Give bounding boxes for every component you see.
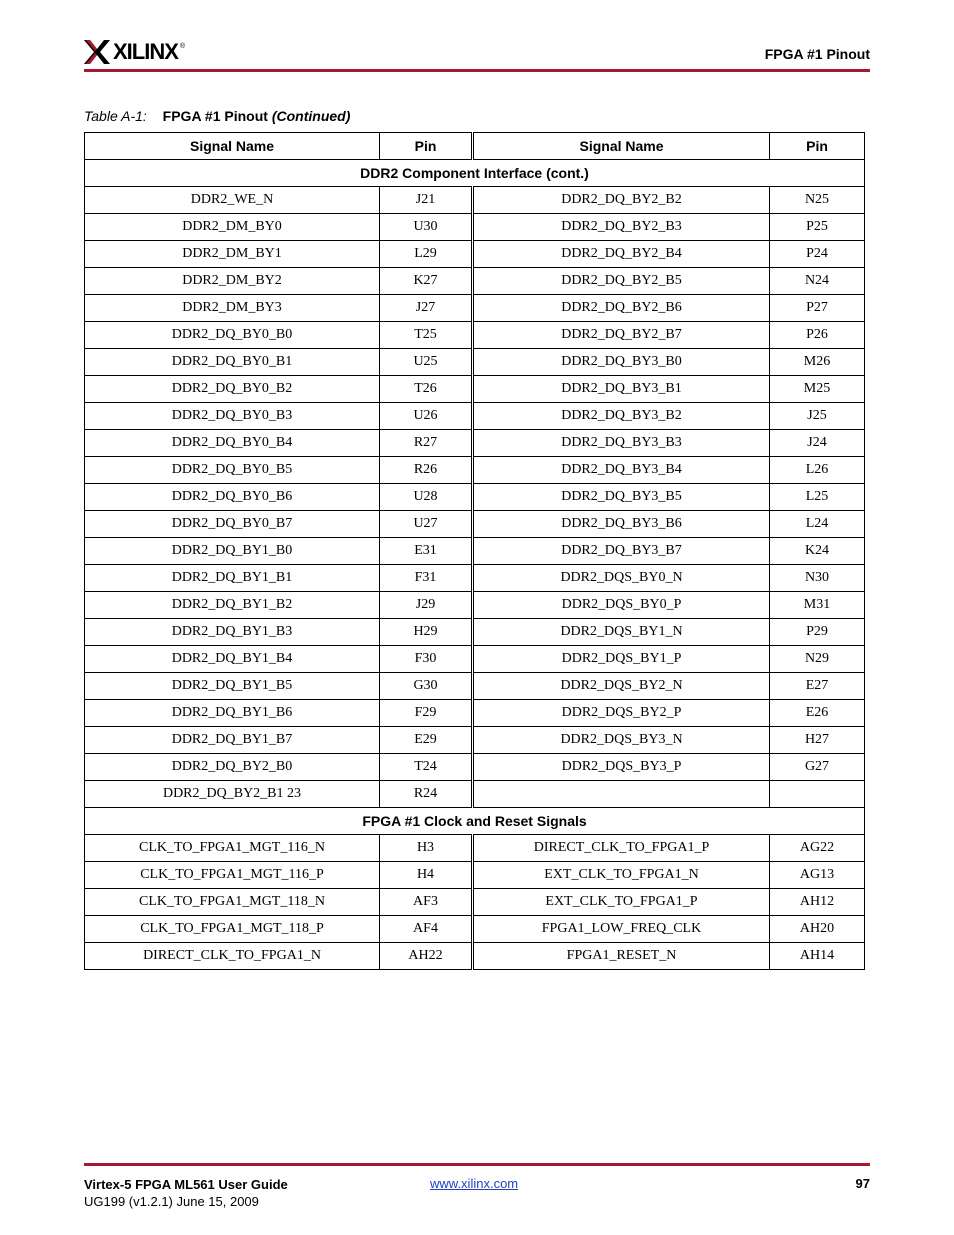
- pin-cell: F30: [380, 646, 473, 673]
- signal-name-cell: FPGA1_RESET_N: [473, 943, 770, 970]
- table-row: [85, 511, 865, 538]
- signal-name-cell: DDR2_DQS_BY3_P: [473, 754, 770, 781]
- pin-cell: L26: [770, 457, 865, 484]
- signal-name-cell: DDR2_DQ_BY1_B5: [85, 673, 380, 700]
- pin-cell: H27: [770, 727, 865, 754]
- signal-name-cell: DDR2_DQ_BY2_B0: [85, 754, 380, 781]
- page-number: 97: [855, 1176, 870, 1191]
- signal-name-cell: DDR2_DQ_BY3_B4: [473, 457, 770, 484]
- pin-cell: H3: [380, 835, 473, 862]
- pin-cell: AG13: [770, 862, 865, 889]
- signal-name-cell: DDR2_DQ_BY1_B1: [85, 565, 380, 592]
- signal-name-cell: DDR2_DQS_BY2_P: [473, 700, 770, 727]
- pin-cell: P26: [770, 322, 865, 349]
- signal-name-cell: DDR2_DM_BY2: [85, 268, 380, 295]
- header-signal-name-2: Signal Name: [473, 133, 770, 160]
- table-row: [85, 376, 865, 403]
- doc-id: UG199 (v1.2.1) June 15, 2009: [84, 1194, 259, 1209]
- pin-cell: F29: [380, 700, 473, 727]
- table-row: [85, 916, 865, 943]
- pin-cell: AF3: [380, 889, 473, 916]
- caption-title: FPGA #1 Pinout: [162, 108, 268, 124]
- pin-cell: H29: [380, 619, 473, 646]
- pin-cell: U27: [380, 511, 473, 538]
- pin-cell: R27: [380, 430, 473, 457]
- signal-name-cell: DDR2_DQS_BY2_N: [473, 673, 770, 700]
- pin-cell: P27: [770, 295, 865, 322]
- signal-name-cell: DDR2_DQ_BY0_B0: [85, 322, 380, 349]
- signal-name-cell: DDR2_DQ_BY3_B6: [473, 511, 770, 538]
- signal-name-cell: DDR2_DQS_BY0_P: [473, 592, 770, 619]
- table-row: [85, 943, 865, 970]
- xilinx-x-icon: [84, 40, 110, 64]
- header-pin-1: Pin: [380, 133, 473, 160]
- signal-name-cell: DDR2_DQS_BY3_N: [473, 727, 770, 754]
- table-row: [85, 835, 865, 862]
- signal-name-cell: DDR2_DQS_BY1_P: [473, 646, 770, 673]
- table-row: [85, 484, 865, 511]
- table-row: [85, 673, 865, 700]
- pin-cell: L24: [770, 511, 865, 538]
- section-row-clock-reset: [85, 808, 865, 835]
- pin-cell: E27: [770, 673, 865, 700]
- table-row: [85, 592, 865, 619]
- logo-wordmark: XILINX: [113, 39, 178, 64]
- pin-cell: M25: [770, 376, 865, 403]
- signal-name-cell: DDR2_DQ_BY2_B6: [473, 295, 770, 322]
- signal-name-cell: CLK_TO_FPGA1_MGT_118_P: [85, 916, 380, 943]
- signal-name-cell: CLK_TO_FPGA1_MGT_116_N: [85, 835, 380, 862]
- pin-cell: T26: [380, 376, 473, 403]
- signal-name-cell: DDR2_DQ_BY2_B3: [473, 214, 770, 241]
- signal-name-cell: EXT_CLK_TO_FPGA1_N: [473, 862, 770, 889]
- signal-name-cell: DDR2_DQ_BY1_B3: [85, 619, 380, 646]
- signal-name-cell: DDR2_DQ_BY3_B2: [473, 403, 770, 430]
- section-label-clock-reset: FPGA #1 Clock and Reset Signals: [85, 808, 865, 835]
- pin-cell: N30: [770, 565, 865, 592]
- table-row: [85, 565, 865, 592]
- signal-name-cell: DDR2_DQ_BY3_B7: [473, 538, 770, 565]
- signal-name-cell: [473, 781, 770, 808]
- pin-cell: U30: [380, 214, 473, 241]
- pin-cell: T24: [380, 754, 473, 781]
- signal-name-cell: FPGA1_LOW_FREQ_CLK: [473, 916, 770, 943]
- signal-name-cell: DDR2_DQ_BY1_B0: [85, 538, 380, 565]
- pin-cell: P25: [770, 214, 865, 241]
- pin-cell: P24: [770, 241, 865, 268]
- pin-cell: K24: [770, 538, 865, 565]
- table-header-row: [85, 133, 865, 160]
- table-row: [85, 700, 865, 727]
- pin-cell: J29: [380, 592, 473, 619]
- guide-title: Virtex-5 FPGA ML561 User Guide: [84, 1177, 288, 1192]
- pin-cell: M26: [770, 349, 865, 376]
- pin-cell: AG22: [770, 835, 865, 862]
- signal-name-cell: EXT_CLK_TO_FPGA1_P: [473, 889, 770, 916]
- pin-cell: AH22: [380, 943, 473, 970]
- table-row: [85, 646, 865, 673]
- pin-cell: G27: [770, 754, 865, 781]
- pin-cell: N25: [770, 187, 865, 214]
- section-title: FPGA #1 Pinout: [764, 46, 870, 62]
- pin-cell: U26: [380, 403, 473, 430]
- pinout-table: [84, 132, 865, 970]
- pin-cell: N24: [770, 268, 865, 295]
- footer-left: [84, 1176, 288, 1210]
- signal-name-cell: DDR2_DQ_BY0_B6: [85, 484, 380, 511]
- table-row: [85, 322, 865, 349]
- signal-name-cell: DDR2_DQ_BY3_B1: [473, 376, 770, 403]
- signal-name-cell: DDR2_DQ_BY3_B3: [473, 430, 770, 457]
- signal-name-cell: DDR2_WE_N: [85, 187, 380, 214]
- pin-cell: R26: [380, 457, 473, 484]
- pin-cell: L29: [380, 241, 473, 268]
- table-row: [85, 241, 865, 268]
- pin-cell: G30: [380, 673, 473, 700]
- footer-rule: [84, 1163, 870, 1166]
- pin-cell: E31: [380, 538, 473, 565]
- page-header: [84, 38, 870, 72]
- pin-cell: H4: [380, 862, 473, 889]
- pin-cell: L25: [770, 484, 865, 511]
- signal-name-cell: DDR2_DQ_BY2_B1 23: [85, 781, 380, 808]
- caption-continued: (Continued): [271, 108, 351, 124]
- signal-name-cell: DDR2_DQ_BY2_B2: [473, 187, 770, 214]
- table-row: [85, 862, 865, 889]
- signal-name-cell: DDR2_DQ_BY1_B7: [85, 727, 380, 754]
- table-row: [85, 457, 865, 484]
- signal-name-cell: DDR2_DQ_BY2_B7: [473, 322, 770, 349]
- signal-name-cell: DDR2_DQS_BY1_N: [473, 619, 770, 646]
- signal-name-cell: DDR2_DQ_BY0_B2: [85, 376, 380, 403]
- pin-cell: N29: [770, 646, 865, 673]
- table-row: [85, 754, 865, 781]
- table-row: [85, 619, 865, 646]
- signal-name-cell: DDR2_DQ_BY1_B6: [85, 700, 380, 727]
- xilinx-logo: [84, 40, 185, 64]
- pin-cell: J21: [380, 187, 473, 214]
- pin-cell: AF4: [380, 916, 473, 943]
- table-row: [85, 727, 865, 754]
- table-row: [85, 268, 865, 295]
- signal-name-cell: DDR2_DQ_BY3_B5: [473, 484, 770, 511]
- signal-name-cell: DIRECT_CLK_TO_FPGA1_N: [85, 943, 380, 970]
- pin-cell: J25: [770, 403, 865, 430]
- table-row: [85, 538, 865, 565]
- pin-cell: K27: [380, 268, 473, 295]
- pin-cell: F31: [380, 565, 473, 592]
- signal-name-cell: DDR2_DM_BY3: [85, 295, 380, 322]
- table-row: [85, 214, 865, 241]
- pin-cell: AH14: [770, 943, 865, 970]
- table-body: [85, 160, 865, 970]
- pin-cell: E29: [380, 727, 473, 754]
- signal-name-cell: CLK_TO_FPGA1_MGT_118_N: [85, 889, 380, 916]
- pin-cell: [770, 781, 865, 808]
- signal-name-cell: DDR2_DQ_BY2_B4: [473, 241, 770, 268]
- table-row: [85, 403, 865, 430]
- signal-name-cell: DDR2_DQ_BY1_B2: [85, 592, 380, 619]
- table-row: [85, 295, 865, 322]
- table-row: [85, 781, 865, 808]
- pin-cell: J24: [770, 430, 865, 457]
- table-row: [85, 187, 865, 214]
- section-label-ddr2: DDR2 Component Interface (cont.): [85, 160, 865, 187]
- header-rule: [84, 69, 870, 72]
- signal-name-cell: DIRECT_CLK_TO_FPGA1_P: [473, 835, 770, 862]
- table-row: [85, 889, 865, 916]
- signal-name-cell: DDR2_DQS_BY0_N: [473, 565, 770, 592]
- table-caption: [84, 108, 350, 124]
- pin-cell: U25: [380, 349, 473, 376]
- signal-name-cell: DDR2_DQ_BY0_B4: [85, 430, 380, 457]
- header-signal-name-1: Signal Name: [85, 133, 380, 160]
- signal-name-cell: DDR2_DM_BY1: [85, 241, 380, 268]
- pin-cell: AH12: [770, 889, 865, 916]
- pin-cell: P29: [770, 619, 865, 646]
- signal-name-cell: DDR2_DQ_BY2_B5: [473, 268, 770, 295]
- signal-name-cell: DDR2_DQ_BY0_B3: [85, 403, 380, 430]
- pin-cell: T25: [380, 322, 473, 349]
- section-row-ddr2: [85, 160, 865, 187]
- signal-name-cell: DDR2_DQ_BY0_B5: [85, 457, 380, 484]
- pin-cell: U28: [380, 484, 473, 511]
- pin-cell: R24: [380, 781, 473, 808]
- header-pin-2: Pin: [770, 133, 865, 160]
- signal-name-cell: DDR2_DQ_BY0_B7: [85, 511, 380, 538]
- signal-name-cell: DDR2_DQ_BY1_B4: [85, 646, 380, 673]
- registered-mark: ®: [179, 42, 186, 50]
- pin-cell: J27: [380, 295, 473, 322]
- pin-cell: M31: [770, 592, 865, 619]
- signal-name-cell: CLK_TO_FPGA1_MGT_116_P: [85, 862, 380, 889]
- table-row: [85, 430, 865, 457]
- pin-cell: E26: [770, 700, 865, 727]
- pin-cell: AH20: [770, 916, 865, 943]
- table-row: [85, 349, 865, 376]
- signal-name-cell: DDR2_DQ_BY3_B0: [473, 349, 770, 376]
- caption-number: Table A-1:: [84, 108, 147, 124]
- signal-name-cell: DDR2_DM_BY0: [85, 214, 380, 241]
- footer-link[interactable]: www.xilinx.com: [430, 1176, 519, 1191]
- signal-name-cell: DDR2_DQ_BY0_B1: [85, 349, 380, 376]
